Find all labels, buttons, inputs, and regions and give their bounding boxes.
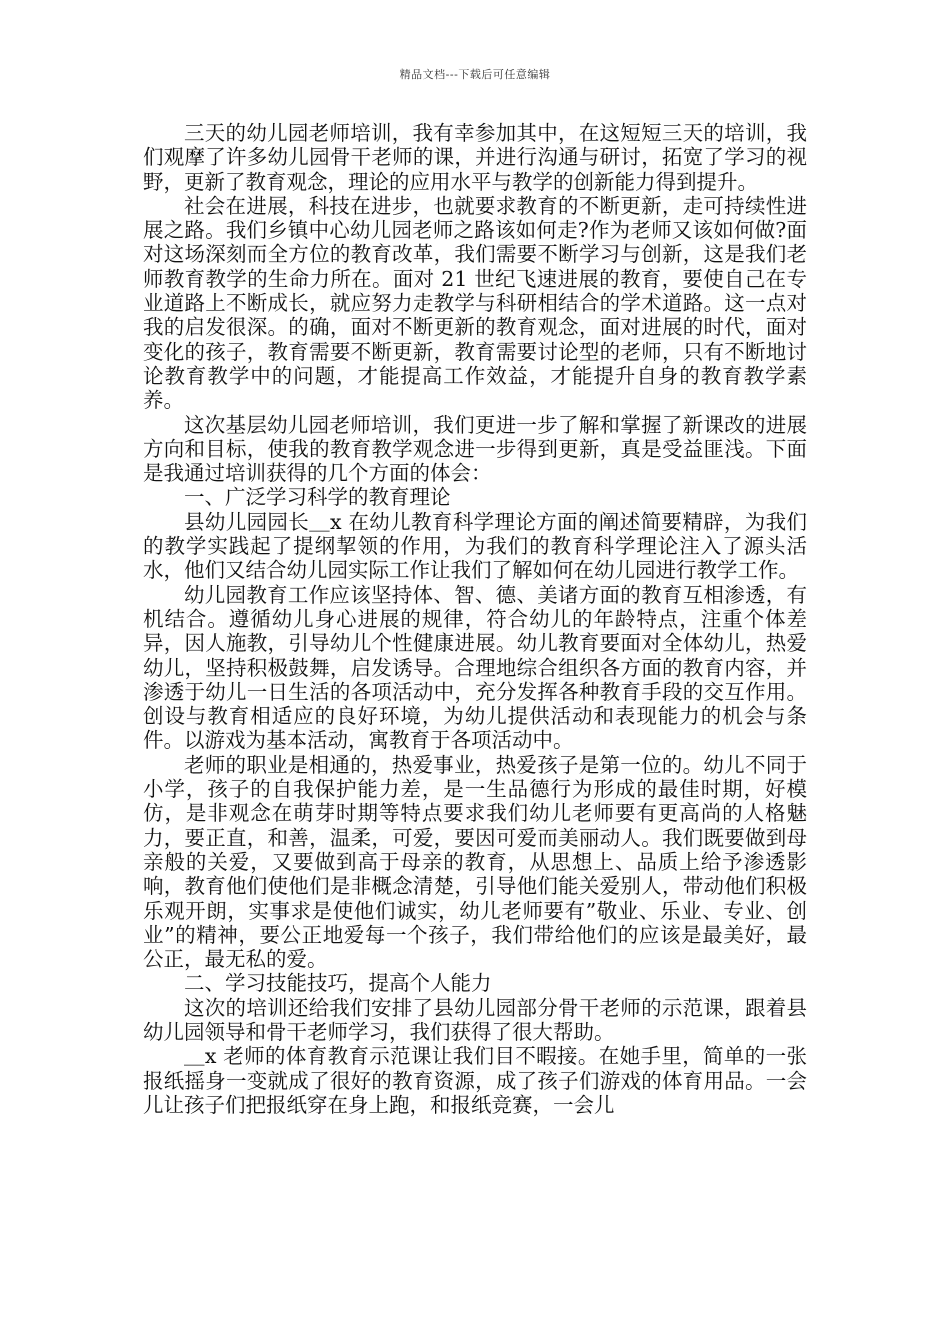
page-header: 精品文档---下载后可任意编辑 xyxy=(399,68,551,81)
paragraph-6: 老师的职业是相通的，热爱事业，热爱孩子是第一位的。幼儿不同于小学，孩子的自我保护能力差，是一生品德行为形成的最佳时期，好模仿，是非观念在萌芽时期等特点要求我们幼儿老师要有更高尚的人格魅力，要正直，和善，温柔，可爱，要因可爱而美丽动人。我们既要做到母亲般的关爱，又要做到高于母亲的教育，从思想上、品质上给予渗透影响，教育他们使他们是非概念清楚，引导他们能关爱别人，带动他们积极乐观开朗，实事求是使他们诚实，幼儿老师要有”敬业、乐业、专业、创业”的精神，要公正地爱每一个孩子，我们带给他们的应该是最美好，最公正，最无私的爱。 xyxy=(143,752,807,972)
paragraph-8: ＿x 老师的体育教育示范课让我们目不暇接。在她手里，简单的一张报纸摇身一变就成了很好的教育资源，成了孩子们游戏的体育用品。一会儿让孩子们把报纸穿在身上跑，和报纸竞赛，一会儿 xyxy=(143,1044,807,1117)
document-body xyxy=(143,121,807,1117)
paragraph-5: 幼儿园教育工作应该坚持体、智、德、美诸方面的教育互相渗透，有机结合。遵循幼儿身心进展的规律，符合幼儿的年龄特点，注重个体差异，因人施教，引导幼儿个性健康进展。幼儿教育要面对全体幼儿，热爱幼儿，坚持积极鼓舞，启发诱导。合理地综合组织各方面的教育内容，并渗透于幼儿一日生活的各项活动中，充分发挥各种教育手段的交互作用。创设与教育相适应的良好环境，为幼儿提供活动和表现能力的机会与条件。以游戏为基本活动，寓教育于各项活动中。 xyxy=(143,582,807,753)
paragraph-3: 这次基层幼儿园老师培训，我们更进一步了解和掌握了新课改的进展方向和目标，使我的教育教学观念进一步得到更新，真是受益匪浅。下面是我通过培训获得的几个方面的体会： xyxy=(143,412,807,486)
section-heading-2: 二、学习技能技巧，提高个人能力 xyxy=(184,971,492,996)
paragraph-2: 社会在进展，科技在进步，也就要求教育的不断更新，走可持续性进展之路。我们乡镇中心幼儿园老师之路该如何走?作为老师又该如何做?面对这场深刻而全方位的教育改革，我们需要不断学习与创新，这是我们老师教育教学的生命力所在。面对 21 世纪飞速进展的教育，要使自己在专业道路上不断成长，就应努力走教学与科研相结合的学术道路。这一点对我的启发很深。的确，面对不断更新的教育观念，面对进展的时代，面对变化的孩子，教育需要不断更新，教育需要讨论型的老师，只有不断地讨论教育教学中的问题，才能提高工作效益，才能提升自身的教育教学素养。 xyxy=(143,193,807,413)
section-heading-1: 一、广泛学习科学的教育理论 xyxy=(184,485,451,510)
paragraph-7: 这次的培训还给我们安排了县幼儿园部分骨干老师的示范课，跟着县幼儿园领导和骨干老师学习，我们获得了很大帮助。 xyxy=(143,995,807,1044)
paragraph-1: 三天的幼儿园老师培训，我有幸参加其中，在这短短三天的培训，我们观摩了许多幼儿园骨干老师的课，并进行沟通与研讨，拓宽了学习的视野，更新了教育观念，理论的应用水平与教学的创新能力得到提升。 xyxy=(143,121,807,194)
paragraph-4: 县幼儿园园长＿x 在幼儿教育科学理论方面的阐述简要精辟，为我们的教学实践起了提纲挈领的作用，为我们的教育科学理论注入了源头活水，他们又结合幼儿园实际工作让我们了解如何在幼儿园进行教学工作。 xyxy=(143,509,807,583)
